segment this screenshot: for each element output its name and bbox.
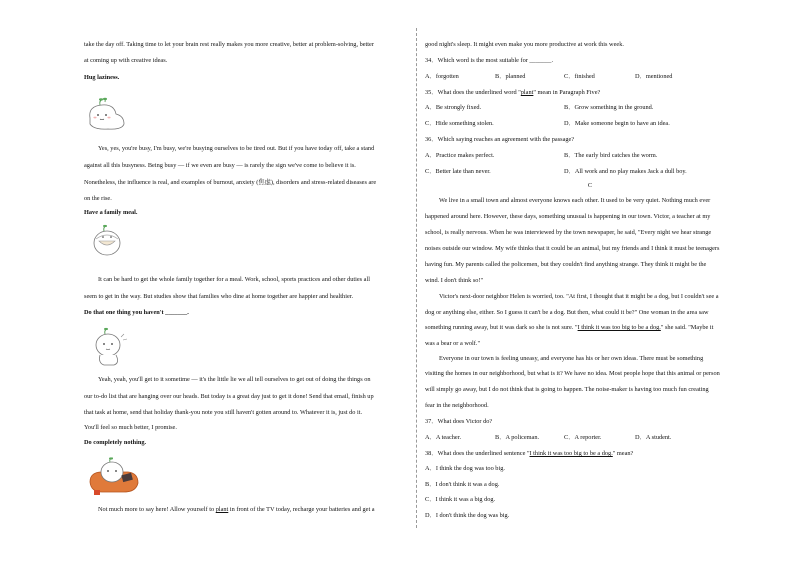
text-line: You'll feel so much better, I promise. bbox=[84, 424, 177, 431]
option: C．finished bbox=[564, 73, 595, 80]
option: C．I think it was a big dog. bbox=[425, 496, 496, 503]
option: B．I don't think it was a dog. bbox=[425, 481, 500, 488]
text-line: at coming up with creative ideas. bbox=[84, 57, 168, 64]
text-line: on the rise. bbox=[84, 195, 112, 202]
option: B．A policeman. bbox=[495, 434, 540, 441]
text-line: against all this busyness. Being busy — if we even are busy — is rarely the sign we've come to believe it is. bbox=[84, 162, 356, 169]
text-line: something running away, but it was dark so she is not sure. "I think it was too big to be a dog." she said. "Maybe it bbox=[425, 324, 714, 331]
question-34: 34．Which word is the most suitable for _______. bbox=[425, 57, 554, 64]
text-line: Nonetheless, the influence is real, and examples of burnout, anxiety (焦虑), disorders and stress-related diseases are bbox=[84, 179, 377, 186]
text-line: noises outside our window. My wife thinks that it could be an animal, but my friends and I think it must be teenagers bbox=[425, 245, 720, 252]
text-line: our to-do list that are hanging over our heads. But today is a great day just to get it done! Send that email, finish up bbox=[84, 393, 374, 400]
lazy-cartoon-illustration bbox=[84, 96, 128, 136]
option: C．A reporter. bbox=[564, 434, 602, 441]
option: D．mentioned bbox=[635, 73, 673, 80]
question-36: 36．Which saying reaches an agreement with the passage? bbox=[425, 136, 575, 143]
option: C．Better late than never. bbox=[425, 168, 491, 175]
option: D．A student. bbox=[635, 434, 672, 441]
tv-watching-cartoon-illustration bbox=[88, 456, 144, 498]
option: A．I think the dog was too big. bbox=[425, 465, 505, 472]
underlined-sentence: I think it was too big to be a dog. bbox=[577, 324, 661, 331]
question-38: 38．What does the underlined sentence "I think it was too big to be a dog." mean? bbox=[425, 450, 634, 457]
question-34-options bbox=[425, 73, 755, 81]
text-line: Yes, yes, you're busy, I'm busy, we're busying ourselves to be tired out. But if you have today off, take a stand bbox=[98, 145, 375, 152]
option: A．forgotten bbox=[425, 73, 459, 80]
question-36-options-row1 bbox=[425, 152, 755, 160]
text-line: take the day off. Taking time to let your brain rest really makes you more creative, better at problem-solving, better bbox=[84, 41, 374, 48]
option: D．I don't think the dog was big. bbox=[425, 512, 510, 519]
text-line: fear in the neighborhood. bbox=[425, 402, 489, 409]
heading-do-nothing: Do completely nothing. bbox=[84, 439, 147, 446]
heading-hug-laziness: Hug laziness. bbox=[84, 74, 120, 81]
heading-family-meal: Have a family meal. bbox=[84, 209, 138, 216]
family-meal-cartoon-illustration bbox=[90, 223, 124, 259]
text-line: was a bear or a wolf." bbox=[425, 340, 481, 347]
text-line: seem to get in the way. But studies show that families who dine at home together are happier and healthier. bbox=[84, 293, 354, 300]
text-line: good night's sleep. It might even make you more productive at work this week. bbox=[425, 41, 624, 48]
option: D．Make someone begin to have an idea. bbox=[564, 120, 670, 127]
text-line: visiting the homes in our neighborhood, but what is it? We have no idea. Most people hope that this animal or person bbox=[425, 370, 720, 377]
option: D．All work and no play makes Jack a dull boy. bbox=[564, 168, 687, 175]
question-37: 37．What does Victor do? bbox=[425, 418, 493, 425]
option: A．Practice makes perfect. bbox=[425, 152, 495, 159]
option: B．The early bird catches the worm. bbox=[564, 152, 658, 159]
underlined-word-plant: plant bbox=[215, 506, 229, 513]
text-line: Yeah, yeah, you'll get to it sometime — it's the little lie we all tell ourselves to get out of doing the things on bbox=[98, 376, 371, 383]
question-35-options-row2 bbox=[425, 120, 755, 128]
text-line: We live in a small town and almost everyone knows each other. It used to be very quiet. Nothing much ever bbox=[439, 197, 711, 204]
option: B．Grow something in the ground. bbox=[564, 104, 654, 111]
question-36-options-row2 bbox=[425, 168, 755, 176]
text-line: having fun. My parents called the policemen, but they couldn't find anything strange. They think it might be the bbox=[425, 261, 707, 268]
option: C．Hide something stolen. bbox=[425, 120, 494, 127]
text-line: will simply go away, but I do not think that is going to happen. The noise-maker is having too much fun creating bbox=[425, 386, 709, 393]
text-line: happened around here. However, these days, something unusual is happening in our town. Victor, a teacher at my bbox=[425, 213, 711, 220]
text-line: Not much more to say here! Allow yourself to plant in front of the TV today, recharge your batteries and get a bbox=[98, 506, 375, 513]
option: A．Be strongly fixed. bbox=[425, 104, 482, 111]
question-35: 35．What does the underlined word "plant" mean in Paragraph Five? bbox=[425, 89, 601, 96]
heading-do-that-one-thing: Do that one thing you haven't _______. bbox=[84, 309, 189, 316]
question-37-options bbox=[425, 434, 755, 442]
text-line: wind. I don't think so!" bbox=[425, 277, 484, 284]
text-line: It can be hard to get the whole family together for a meal. Work, school, sports practices and other duties all bbox=[98, 276, 370, 283]
column-divider bbox=[416, 28, 417, 528]
text-line: that task at home, send that holiday thank-you note you still haven't gotten around to. Whatever it is, just do it. bbox=[84, 409, 363, 416]
text-line: dog or anything else, either. So I guess it can't be a dog. But then, what could it be?" One woman in the area saw bbox=[425, 309, 709, 316]
text-line: Victor's next-door neighbor Helen is worried, too. "At first, I thought that it might be a dog, but I couldn't see a bbox=[439, 293, 719, 300]
question-35-options-row1 bbox=[425, 104, 755, 112]
text-line: Everyone in our town is feeling uneasy, and everyone has his or her own ideas. There must be something bbox=[439, 355, 704, 362]
option: B．planned bbox=[495, 73, 526, 80]
thinking-cartoon-illustration bbox=[90, 325, 130, 369]
section-heading-c: C bbox=[587, 182, 593, 189]
text-line: school, is really nervous. When he was interviewed by the town newspaper, he said, "Every night we hear strange bbox=[425, 229, 712, 236]
option: A．A teacher. bbox=[425, 434, 462, 441]
